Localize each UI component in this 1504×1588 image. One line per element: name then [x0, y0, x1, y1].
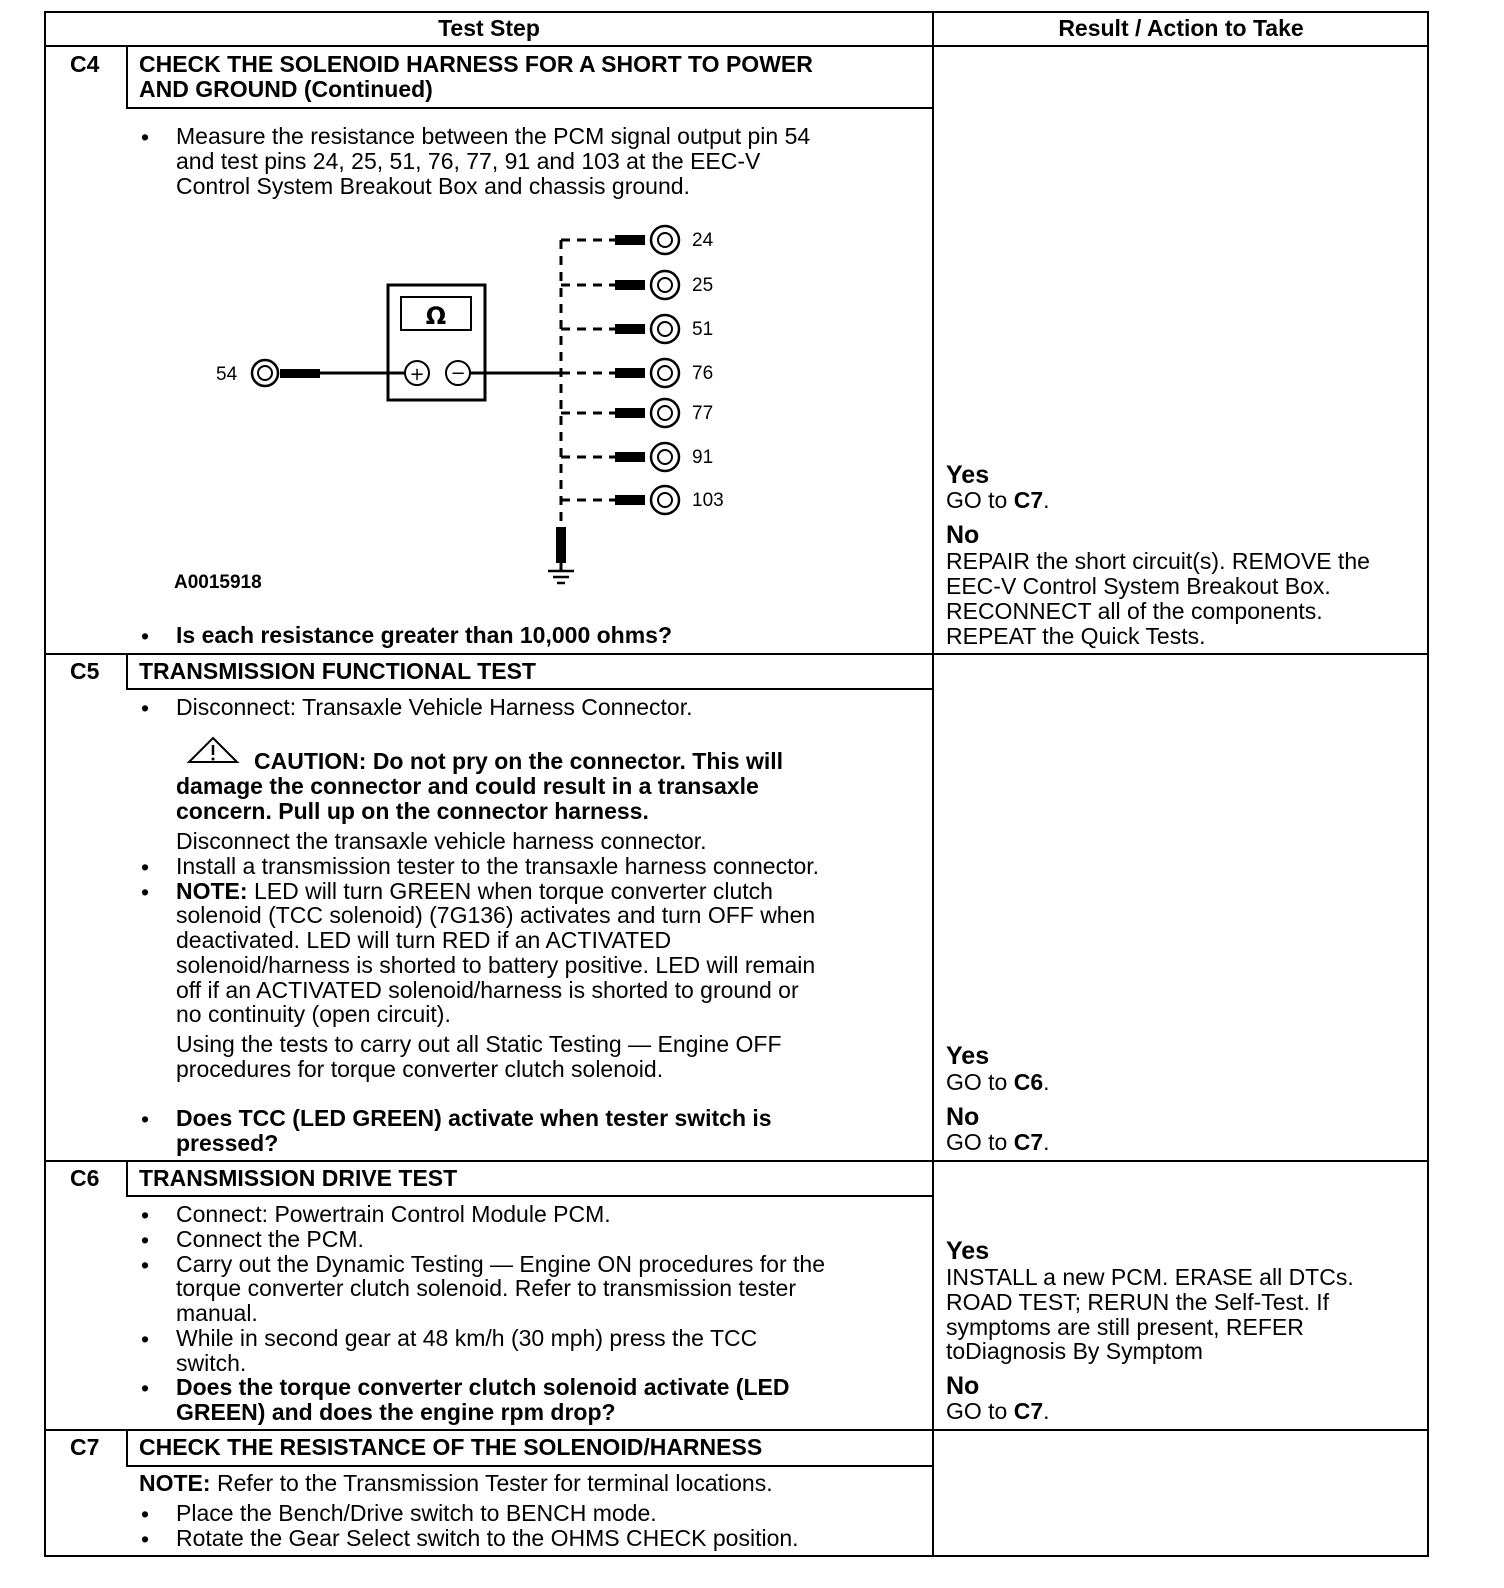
- pin-label: 91: [692, 447, 714, 468]
- c7-title: CHECK THE RESISTANCE OF THE SOLENOID/HARNESS: [139, 1434, 763, 1460]
- id-divider-c5: [126, 654, 128, 690]
- pin-label: 51: [692, 319, 714, 340]
- c4-instruction-line2: and test pins 24, 25, 51, 76, 77, 91 and 103 at the EEC-V: [176, 148, 761, 174]
- pin-branch-103: [561, 486, 724, 514]
- bullet: •: [141, 124, 150, 150]
- goto-ref: C7: [1013, 1398, 1044, 1424]
- bullet: •: [141, 1326, 150, 1352]
- c6-step-dynamic-line2: torque converter clutch solenoid. Refer to transmission tester: [176, 1275, 797, 1301]
- goto-text: GO to: [946, 1398, 1014, 1424]
- goto-end: .: [1043, 487, 1050, 513]
- c6-step-connect: Connect: Powertrain Control Module PCM.: [176, 1201, 611, 1227]
- c6-step-gear-line2: switch.: [176, 1350, 247, 1376]
- c4-instruction-line1: Measure the resistance between the PCM signal output pin 54: [176, 123, 811, 149]
- pin-branch-24: [561, 226, 714, 254]
- c6-yes-line3: symptoms are still present, REFER: [946, 1314, 1304, 1340]
- c4-yes-action: [946, 488, 1050, 513]
- c5-question-line1: Does TCC (LED GREEN) activate when tester switch is: [176, 1105, 772, 1131]
- goto-text: GO to: [946, 1069, 1014, 1095]
- bullet: •: [141, 1252, 150, 1278]
- c4-end-rule: [44, 653, 1429, 655]
- c5-note-line1: [176, 879, 773, 904]
- c4-no-line2: EEC-V Control System Breakout Box.: [946, 573, 1331, 599]
- c6-step-connect-pcm: Connect the PCM.: [176, 1226, 364, 1252]
- c7-step-id: C7: [70, 1434, 100, 1460]
- c6-question-line2: GREEN) and does the engine rpm drop?: [176, 1399, 616, 1425]
- goto-end: .: [1043, 1069, 1050, 1095]
- header-result-action: Result / Action to Take: [1058, 15, 1304, 41]
- c5-step-id: C5: [70, 658, 100, 684]
- c7-title-rule: [126, 1465, 934, 1467]
- c5-end-rule: [44, 1160, 1429, 1162]
- pin-branch-91: [561, 443, 713, 471]
- id-divider-c4: [126, 47, 128, 109]
- c5-caution-line1: CAUTION: Do not pry on the connector. This will: [254, 748, 783, 774]
- source-pin-label: 54: [216, 364, 238, 385]
- ground-symbol: [548, 571, 574, 583]
- c6-title-rule: [126, 1195, 934, 1197]
- c5-note-line2: solenoid (TCC solenoid) (7G136) activates and turn OFF when: [176, 902, 816, 928]
- bullet: •: [141, 1227, 150, 1253]
- pin-54-inner: [258, 366, 272, 380]
- c5-para2-line1: Using the tests to carry out all Static Testing — Engine OFF: [176, 1031, 782, 1057]
- c4-step-id: C4: [70, 51, 100, 77]
- pin-label: 103: [692, 490, 724, 511]
- c6-yes-line2: ROAD TEST; RERUN the Self-Test. If: [946, 1289, 1330, 1315]
- bullet: •: [141, 1526, 150, 1552]
- c6-yes-line4: toDiagnosis By Symptom: [946, 1338, 1203, 1364]
- bullet: •: [141, 1202, 150, 1228]
- goto-text: GO to: [946, 1129, 1014, 1155]
- pin-branch-77: [561, 399, 713, 427]
- c6-yes-label: Yes: [946, 1237, 990, 1265]
- c7-note: [139, 1471, 773, 1496]
- c5-step-install: Install a transmission tester to the transaxle harness connector.: [176, 853, 820, 879]
- goto-ref: C6: [1013, 1069, 1044, 1095]
- id-divider-c6: [126, 1161, 128, 1197]
- goto-ref: C7: [1013, 487, 1044, 513]
- pin-label: 76: [692, 363, 714, 384]
- c6-title: TRANSMISSION DRIVE TEST: [139, 1165, 458, 1191]
- pin-branch-25: [561, 271, 713, 299]
- c7-step-bench: Place the Bench/Drive switch to BENCH mode.: [176, 1500, 657, 1526]
- c4-title-line1: CHECK THE SOLENOID HARNESS FOR A SHORT TO POWER: [139, 51, 813, 77]
- pin-branch-51: [561, 315, 713, 343]
- c5-no-label: No: [946, 1103, 980, 1131]
- c4-no-line3: RECONNECT all of the components.: [946, 598, 1323, 624]
- c5-title-rule: [126, 688, 934, 690]
- c5-note-line5: off if an ACTIVATED solenoid/harness is shorted to ground or: [176, 977, 799, 1003]
- column-divider: [932, 11, 934, 1557]
- pin-branch-76: [561, 359, 713, 387]
- c4-title-rule: [126, 107, 934, 109]
- c5-note-line3: deactivated. LED will turn RED if an ACTIVATED: [176, 927, 672, 953]
- c6-question-line1: Does the torque converter clutch solenoid activate (LED: [176, 1374, 790, 1400]
- c5-yes-action: [946, 1070, 1050, 1095]
- c5-title: TRANSMISSION FUNCTIONAL TEST: [139, 658, 536, 684]
- header-test-step: Test Step: [438, 15, 540, 41]
- minus-sign: −: [450, 363, 466, 384]
- c4-question: Is each resistance greater than 10,000 ohms?: [176, 622, 673, 648]
- pin-label: 24: [692, 230, 714, 251]
- bullet: •: [141, 1106, 150, 1132]
- c4-title-line2: AND GROUND (Continued): [139, 76, 433, 102]
- ohm-symbol: Ω: [425, 302, 447, 330]
- c6-step-gear-line1: While in second gear at 48 km/h (30 mph) press the TCC: [176, 1325, 758, 1351]
- bullet: •: [141, 879, 150, 905]
- c5-no-action: [946, 1130, 1050, 1155]
- bullet: •: [141, 1375, 150, 1401]
- c4-no-line1: REPAIR the short circuit(s). REMOVE the: [946, 548, 1370, 574]
- bullet: •: [141, 623, 150, 649]
- c5-note-line4: solenoid/harness is shorted to battery positive. LED will remain: [176, 952, 816, 978]
- c5-para2-line2: procedures for torque converter clutch solenoid.: [176, 1056, 664, 1082]
- note-text: Refer to the Transmission Tester for terminal locations.: [210, 1470, 773, 1496]
- bullet: •: [141, 1501, 150, 1527]
- note-label: NOTE:: [139, 1470, 211, 1496]
- c6-yes-line1: INSTALL a new PCM. ERASE all DTCs.: [946, 1264, 1354, 1290]
- figure-id: A0015918: [174, 572, 262, 593]
- c6-end-rule: [44, 1429, 1429, 1431]
- c4-yes-label: Yes: [946, 461, 990, 489]
- probe-54: [280, 369, 320, 378]
- breakout-box-diagram: [200, 215, 760, 605]
- note-label: NOTE:: [176, 878, 248, 904]
- c6-no-label: No: [946, 1372, 980, 1400]
- goto-text: GO to: [946, 487, 1014, 513]
- id-divider-c7: [126, 1430, 128, 1467]
- goto-ref: C7: [1013, 1129, 1044, 1155]
- c5-caution-line3: concern. Pull up on the connector harness.: [176, 798, 649, 824]
- bullet: •: [141, 854, 150, 880]
- pin-label: 25: [692, 275, 714, 296]
- c5-para1: Disconnect the transaxle vehicle harness connector.: [176, 828, 707, 854]
- c6-step-dynamic-line3: manual.: [176, 1300, 258, 1326]
- goto-end: .: [1043, 1398, 1050, 1424]
- bullet: •: [141, 695, 150, 721]
- c4-instruction-line3: Control System Breakout Box and chassis ground.: [176, 173, 690, 199]
- c5-caution-line2: damage the connector and could result in a transaxle: [176, 773, 759, 799]
- c6-step-dynamic-line1: Carry out the Dynamic Testing — Engine ON procedures for the: [176, 1251, 825, 1277]
- c6-step-id: C6: [70, 1165, 100, 1191]
- pin-label: 77: [692, 403, 714, 424]
- c6-no-action: [946, 1399, 1050, 1424]
- header-rule: [44, 45, 1429, 47]
- c5-note-line6: no continuity (open circuit).: [176, 1001, 451, 1027]
- caution-icon: [186, 735, 240, 765]
- c4-no-line4: REPEAT the Quick Tests.: [946, 623, 1206, 649]
- plus-sign: +: [409, 364, 425, 385]
- note-text: LED will turn GREEN when torque converter clutch: [247, 878, 773, 904]
- c7-step-rotate: Rotate the Gear Select switch to the OHMS CHECK position.: [176, 1525, 799, 1551]
- c5-question-line2: pressed?: [176, 1130, 279, 1156]
- c5-step-disconnect: Disconnect: Transaxle Vehicle Harness Connector.: [176, 694, 693, 720]
- c5-yes-label: Yes: [946, 1042, 990, 1070]
- goto-end: .: [1043, 1129, 1050, 1155]
- c4-no-label: No: [946, 521, 980, 549]
- ground-probe: [556, 527, 566, 563]
